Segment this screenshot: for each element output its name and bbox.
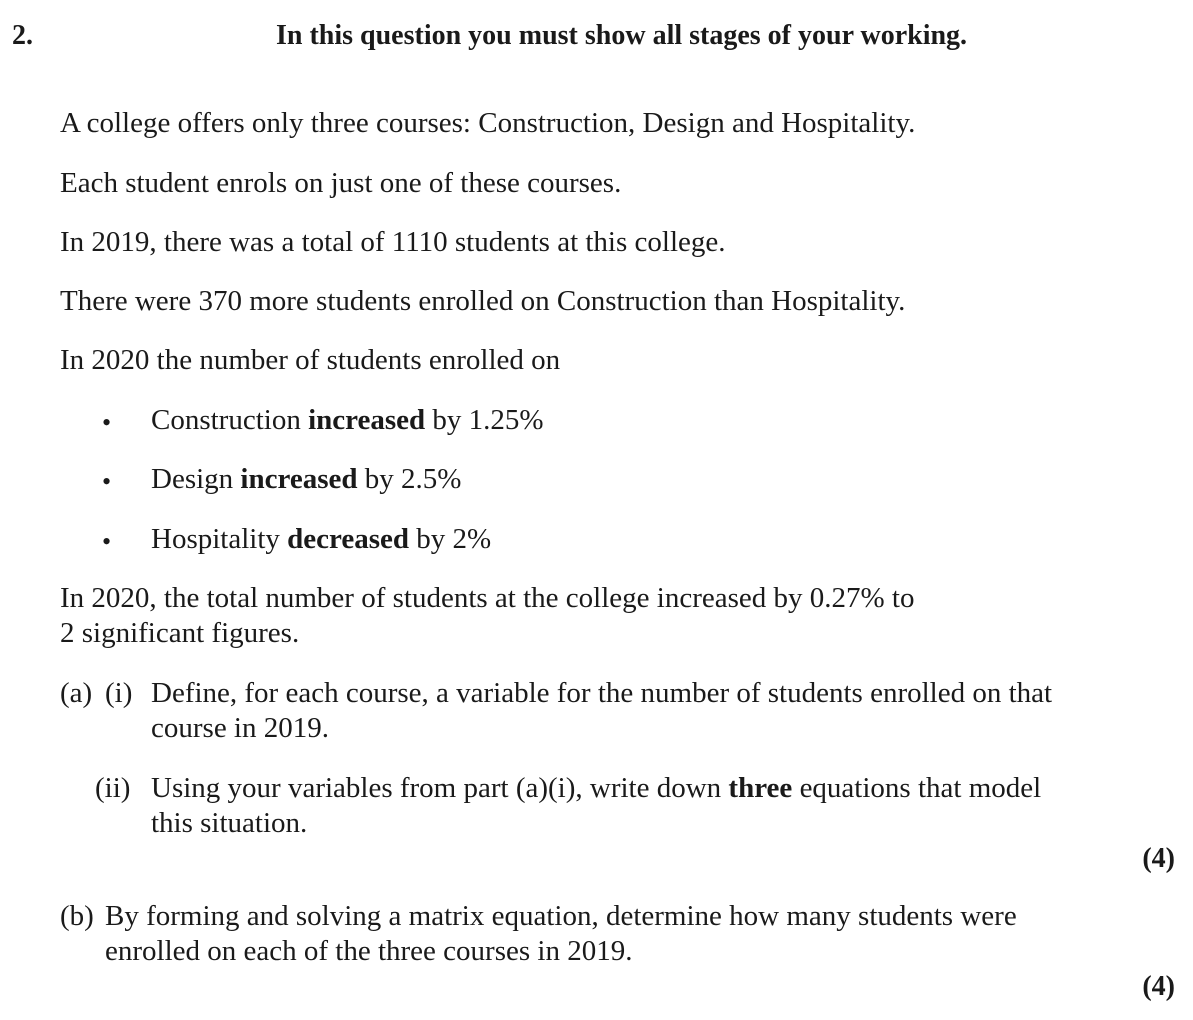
part-a-i-line2: course in 2019. xyxy=(151,712,329,744)
part-a-ii-line1-pre: Using your variables from part (a)(i), write down xyxy=(151,772,722,804)
bullet-hospitality xyxy=(151,525,491,554)
paragraph-enrolment: Each student enrols on just one of these courses. xyxy=(60,167,622,199)
bullet-subject: Hospitality xyxy=(151,523,280,555)
bullet-verb: increased xyxy=(240,463,358,495)
bullet-design xyxy=(151,465,461,494)
bullet-verb: decreased xyxy=(287,523,410,555)
part-b-line2: enrolled on each of the three courses in 2019. xyxy=(105,935,633,967)
part-a-marks: (4) xyxy=(1142,843,1175,874)
part-a-ii-line1-bold: three xyxy=(728,772,793,804)
part-a-ii-label: (ii) xyxy=(95,772,131,804)
paragraph-total-2019: In 2019, there was a total of 1110 students at this college. xyxy=(60,226,726,258)
part-b-marks: (4) xyxy=(1142,971,1175,1002)
paragraph-total-2020-line2: 2 significant figures. xyxy=(60,617,300,649)
bullet-marker: • xyxy=(102,408,112,437)
part-b-line1: By forming and solving a matrix equation, determine how many students were xyxy=(105,900,1017,932)
part-a-label: (a) xyxy=(60,677,93,709)
part-a-ii-line2: this situation. xyxy=(151,807,308,839)
question-instruction: In this question you must show all stages of your working. xyxy=(276,20,968,51)
paragraph-difference: There were 370 more students enrolled on Construction than Hospitality. xyxy=(60,285,906,317)
part-b-label: (b) xyxy=(60,900,94,932)
bullet-rest: by 1.25% xyxy=(432,404,544,436)
bullet-marker: • xyxy=(102,527,112,556)
bullet-rest: by 2.5% xyxy=(364,463,462,495)
question-number: 2. xyxy=(12,20,33,51)
bullet-verb: increased xyxy=(308,404,426,436)
bullet-subject: Design xyxy=(151,463,234,495)
bullet-marker: • xyxy=(102,467,112,496)
part-a-ii-line1-post: equations that model xyxy=(799,772,1042,804)
paragraph-total-2020-line1: In 2020, the total number of students at the college increased by 0.27% to xyxy=(60,582,915,614)
paragraph-courses: A college offers only three courses: Construction, Design and Hospitality. xyxy=(60,107,916,139)
part-a-ii-line1 xyxy=(151,774,1041,803)
part-a-i-line1: Define, for each course, a variable for the number of students enrolled on that xyxy=(151,677,1053,709)
bullet-subject: Construction xyxy=(151,404,301,436)
paragraph-2020-intro: In 2020 the number of students enrolled on xyxy=(60,344,561,376)
bullet-rest: by 2% xyxy=(416,523,492,555)
bullet-construction xyxy=(151,406,544,435)
part-a-i-label: (i) xyxy=(105,677,133,709)
